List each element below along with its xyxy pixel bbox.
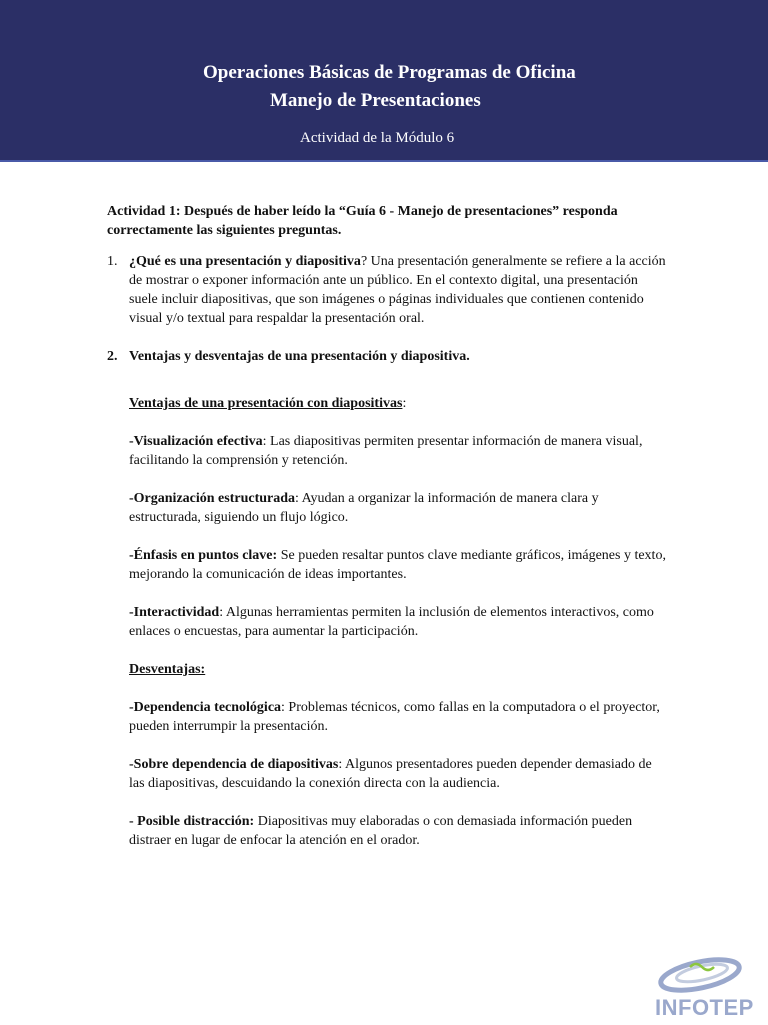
desventaja-desc: Diapositivas muy elaboradas o con demasiada información pueden distraer en lugar de enfocar la atención en el orador. — [129, 814, 633, 848]
ventaja-term: -Organización estructurada — [129, 491, 296, 506]
ventaja-item — [129, 489, 667, 527]
desventaja-item — [129, 755, 667, 793]
question-2 — [107, 347, 667, 366]
ventajas-section — [129, 394, 667, 850]
desventaja-desc: : Algunos presentadores pueden depender demasiado de las diapositivas, descuidando la conexión directa con la audiencia. — [129, 757, 652, 791]
ventaja-term: -Visualización efectiva — [129, 434, 263, 449]
activity-intro: Actividad 1: Después de haber leído la “Guía 6 - Manejo de presentaciones” responda correctamente las siguientes preguntas. — [107, 204, 618, 238]
desventaja-item — [129, 698, 667, 736]
infotep-logo-text: INFOTEP — [655, 995, 754, 1020]
ventajas-heading — [129, 394, 667, 413]
document-title-line1: Operaciones Básicas de Programas de Oficina — [203, 62, 576, 83]
ventaja-desc: : Algunas herramientas permiten la inclusión de elementos interactivos, como enlaces o encuestas, para aumentar la participación. — [129, 605, 654, 639]
document-title-line2: Manejo de Presentaciones — [270, 90, 481, 111]
question-1-answer: ? Una presentación generalmente se refiere a la acción de mostrar o exponer información ante un público. En el contexto digital, una presentación suele incluir diapositivas, que son imágenes o páginas individuales que contienen contenido visual y/o textual para respaldar la presentación oral. — [129, 254, 666, 326]
ventajas-heading-colon: : — [402, 396, 407, 411]
ventaja-term: -Interactividad — [129, 605, 220, 620]
ventajas-heading-text: Ventajas de una presentación con diapositivas — [129, 396, 403, 411]
desventaja-term: - Posible distracción: — [129, 814, 255, 829]
ventaja-item — [129, 432, 667, 470]
header-banner — [0, 0, 768, 162]
question-1 — [107, 252, 667, 328]
desventaja-item — [129, 812, 667, 850]
document-body — [107, 202, 667, 869]
question-number: 2. — [107, 349, 118, 364]
ventaja-item — [129, 546, 667, 584]
ventaja-term: -Énfasis en puntos clave: — [129, 548, 278, 563]
desventaja-term: -Dependencia tecnológica — [129, 700, 282, 715]
question-number: 1. — [107, 254, 118, 269]
ventaja-desc: : Las diapositivas permiten presentar información de manera visual, facilitando la comprensión y retención. — [129, 434, 643, 468]
ventaja-desc: Se pueden resaltar puntos clave mediante gráficos, imágenes y texto, mejorando la comunicación de ideas importantes. — [129, 548, 666, 582]
desventajas-heading: Desventajas: — [129, 662, 206, 677]
question-2-title: Ventajas y desventajas de una presentación y diapositiva. — [129, 349, 470, 364]
question-1-title: ¿Qué es una presentación y diapositiva — [129, 254, 361, 269]
ventaja-desc: : Ayudan a organizar la información de manera clara y estructurada, siguiendo un flujo lógico. — [129, 491, 599, 525]
desventaja-term: -Sobre dependencia de diapositivas — [129, 757, 339, 772]
desventaja-desc: : Problemas técnicos, como fallas en la computadora o el proyector, pueden interrumpir la presentación. — [129, 700, 660, 734]
document-subtitle: Actividad de la Módulo 6 — [300, 130, 455, 146]
ventaja-item — [129, 603, 667, 641]
